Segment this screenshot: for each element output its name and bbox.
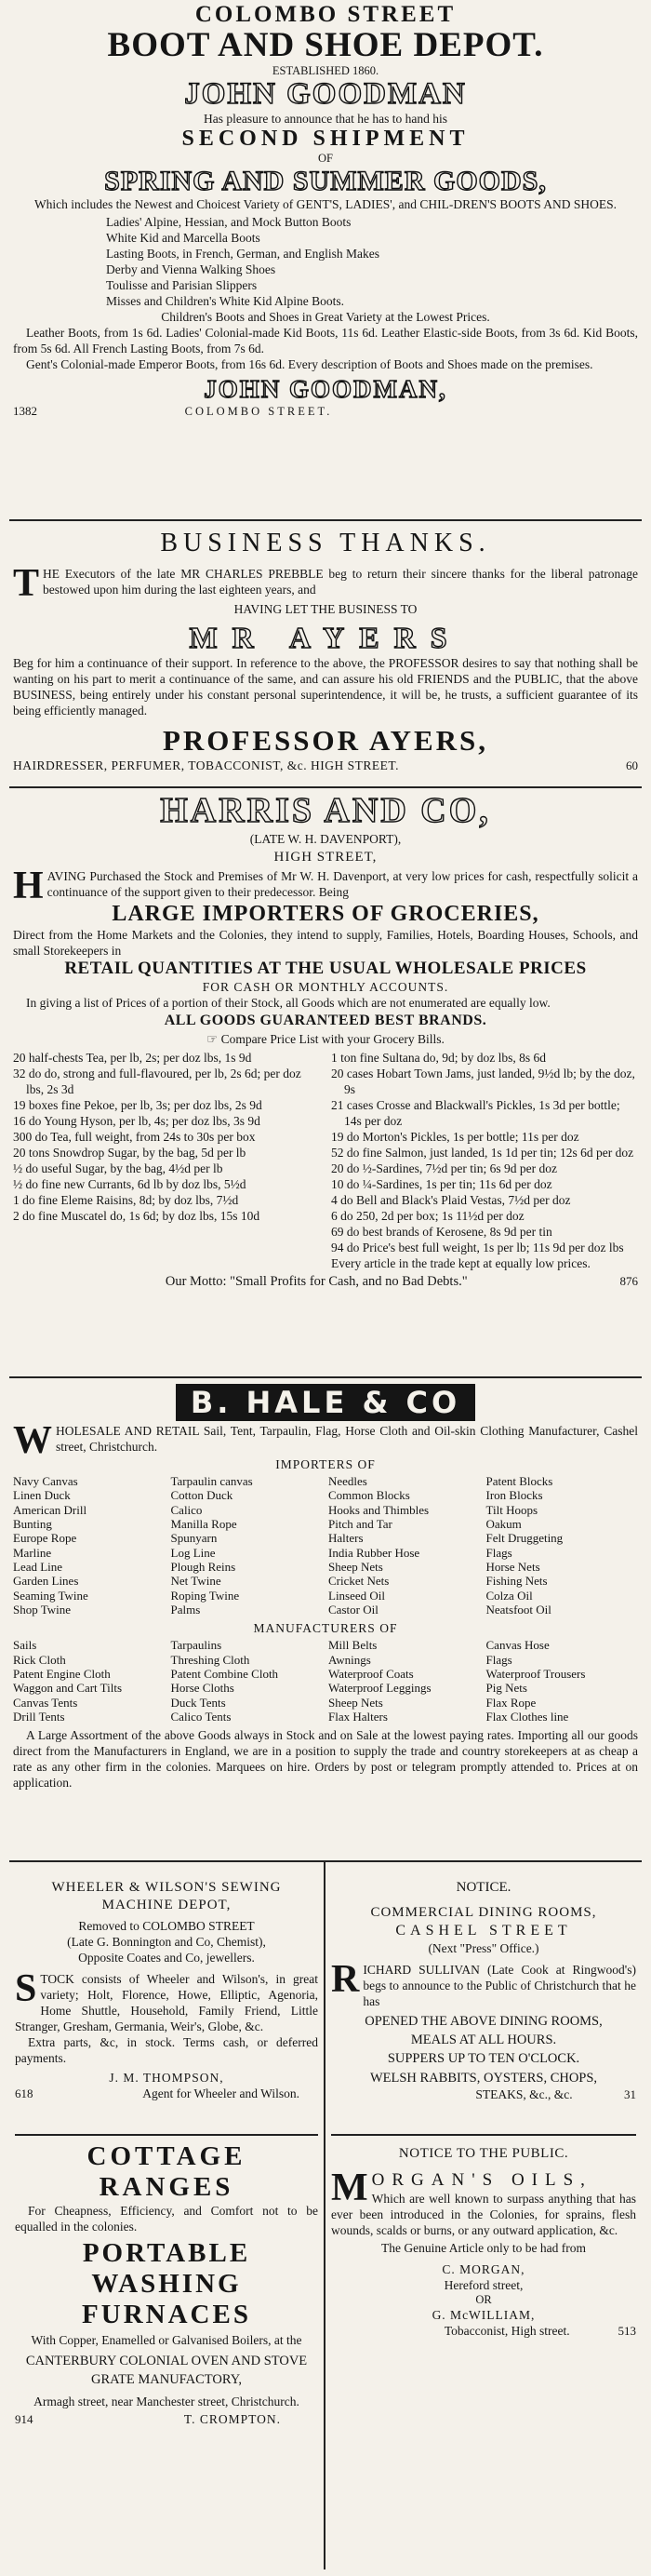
thanks-footer — [13, 758, 638, 773]
sullivan-steaks: STEAKS, &c., &c. — [475, 2087, 573, 2101]
list-item: Calico Tents — [170, 1709, 232, 1724]
sullivan-notice: NOTICE. — [456, 1880, 512, 1895]
list-item: Sheep Nets — [328, 1559, 383, 1574]
list-item: Spunyarn — [170, 1531, 218, 1546]
cottage-footer — [15, 2411, 318, 2427]
list-item: Patent Engine Cloth — [13, 1666, 111, 1681]
goodman-address: COLOMBO STREET. — [184, 405, 333, 419]
list-item: Mill Belts — [328, 1638, 378, 1653]
list-item: Waterproof Leggings — [328, 1681, 432, 1696]
morgan-heading-text: ORGAN'S OILS, — [371, 2169, 592, 2190]
wheeler-line-4: (Late G. Bonnington and Co, Chemist), — [67, 1934, 266, 1949]
cottage-portable: PORTABLE WASHING — [82, 2238, 251, 2299]
thanks-trades: HAIRDRESSER, PERFUMER, TOBACCONIST, &c. HIGH STREET. — [13, 758, 400, 772]
list-item: White Kid and Marcella Boots — [106, 231, 260, 246]
harris-motto: Our Motto: "Small Profits for Cash, and no Bad Debts." — [165, 1273, 468, 1289]
list-item: Manilla Rope — [170, 1516, 237, 1531]
list-item: Canvas Tents — [13, 1695, 78, 1710]
thanks-para-1 — [13, 562, 638, 605]
morgan-advert — [331, 2136, 636, 2344]
morgan-para-1: Which are well known to surpass anything that has ever been introduced in the Colonies, for sprains, flesh wounds, scalds or burns, or any outward application, &c. — [331, 2191, 636, 2237]
drop-cap: S — [15, 1966, 37, 2010]
drop-cap: W — [13, 1419, 52, 1462]
list-item: Garden Lines — [13, 1574, 79, 1589]
list-item: Seaming Twine — [13, 1588, 88, 1603]
list-item: 300 do Tea, full weight, from 24s to 30s per box — [13, 1129, 256, 1144]
list-item: Patent Combine Cloth — [170, 1666, 279, 1681]
wheeler-para-2: Extra parts, &c, in stock. Terms cash, or deferred payments. — [15, 2034, 318, 2065]
wheeler-signature: J. M. THOMPSON, — [109, 2070, 224, 2085]
harris-guaranteed: ALL GOODS GUARANTEED BEST BRANDS. — [164, 1012, 487, 1028]
goodman-name: JOHN GOODMAN — [184, 77, 467, 112]
list-item: 6 do 250, 2d per box; 1s 11½d per doz — [331, 1208, 525, 1223]
list-item: Net Twine — [170, 1574, 221, 1589]
wheeler-agent: Agent for Wheeler and Wilson. — [142, 2086, 299, 2100]
advert-ref: 513 — [618, 2324, 636, 2339]
list-item: Flax Clothes line — [485, 1709, 569, 1724]
list-item: Tilt Hoops — [485, 1502, 538, 1517]
goodman-second-shipment: SECOND SHIPMENT — [181, 126, 470, 151]
harris-compare-text: Compare Price List with your Grocery Bills. — [220, 1031, 445, 1046]
wheeler-footer — [15, 2086, 318, 2101]
sullivan-footer — [331, 2086, 636, 2102]
harris-price-list — [13, 1050, 638, 1271]
list-item: 10 do ¼-Sardines, 1s per tin; 11s 6d per doz — [331, 1176, 552, 1191]
goodman-spring: SPRING AND SUMMER GOODS, — [104, 166, 547, 197]
list-item: 1 ton fine Sultana do, 9d; by doz lbs, 8s 6d — [331, 1050, 546, 1065]
bottom-right-column — [326, 1862, 642, 2569]
list-item: Cricket Nets — [328, 1574, 390, 1589]
hale-para-2: A Large Assortment of the above Goods always in Stock and on Sale at the lowest paying rates. Importing all our goods direct from the Manufacturers in England, we are in a position to supply the trade and country storekeepers at as cheap a rate as any other firm in the colonies. Marquees on hire. Orders by post or telegram promptly attended to. Prices at on application. — [13, 1728, 638, 1791]
harris-advert — [9, 788, 642, 1378]
cottage-address: Armagh street, near Manchester street, Christchurch. — [33, 2394, 299, 2408]
list-item: Fishing Nets — [485, 1574, 548, 1589]
wheeler-line-5: Opposite Coates and Co, jewellers. — [78, 1950, 255, 1965]
harris-para-2: Direct from the Home Markets and the Colonies, they intend to supply, Families, Hotels, Boarding Houses, Schools, and small Storekeepers in — [13, 927, 638, 958]
cottage-para-2: With Copper, Enamelled or Galvanised Boilers, at the — [31, 2333, 302, 2347]
bottom-left-column — [9, 1862, 326, 2569]
list-item: Calico — [170, 1502, 203, 1517]
list-item: American Drill — [13, 1502, 87, 1517]
hale-title-text: B. HALE & CO — [176, 1384, 475, 1421]
goodman-footer — [13, 404, 638, 420]
list-item: Waterproof Trousers — [485, 1666, 586, 1681]
harris-retail: RETAIL QUANTITIES AT THE USUAL WHOLESALE PRICES — [64, 958, 587, 978]
goodman-body-3: Gent's Colonial-made Emperor Boots, from 16s 6d. Every description of Boots and Shoes made on the premises. — [26, 357, 593, 372]
wheeler-advert — [15, 1864, 318, 2136]
sullivan-line-1: COMMERCIAL DINING ROOMS, — [370, 1904, 597, 1920]
harris-footer — [13, 1273, 638, 1290]
sullivan-advert — [331, 1864, 636, 2136]
price-list-left — [13, 1050, 320, 1271]
morgan-address-2: Tobacconist, High street. — [444, 2324, 570, 2339]
morgan-para-2: The Genuine Article only to be had from — [380, 2240, 587, 2255]
thanks-para-1-text: HE Executors of the late MR CHARLES PREBBLE beg to return their sincere thanks for the liberal patronage bestowed upon him during the last eighteen years, and — [43, 567, 638, 597]
list-item: Sheep Nets — [328, 1695, 383, 1710]
hale-manufacturers-heading: MANUFACTURERS OF — [253, 1621, 398, 1636]
list-item: Roping Twine — [170, 1588, 240, 1603]
sullivan-para-1 — [331, 1957, 636, 2009]
list-item: ½ do useful Sugar, by the bag, 4½d per lb — [13, 1161, 223, 1175]
list-item: Navy Canvas — [13, 1474, 78, 1488]
cottage-advert — [15, 2136, 318, 2433]
goodman-headline: BOOT AND SHOE DEPOT. — [107, 26, 544, 64]
wheeler-para-1-text: TOCK consists of Wheeler and Wilson's, in great variety; Holt, Florence, Howe, Elliptic, Agenoria, Home Shuttle, Household, Family Friend, Little Stranger, Gresham, Germania, Weir's, Globe, &c. — [15, 1971, 318, 2033]
list-item: Tarpaulin canvas — [170, 1474, 253, 1488]
harris-para-1-text: AVING Purchased the Stock and Premises of Mr W. H. Davenport, at very low prices for cash, respectfully solicit a continuance of the support given to their predecessor. Being — [46, 868, 638, 899]
list-item: Neatsfoot Oil — [485, 1602, 551, 1617]
goodman-established: ESTABLISHED 1860. — [272, 63, 379, 77]
list-item: Canvas Hose — [485, 1638, 550, 1653]
list-item: Sails — [13, 1638, 37, 1653]
list-item: 4 do Bell and Black's Plaid Vestas, 7½d per doz — [331, 1192, 571, 1207]
list-item: Log Line — [170, 1545, 216, 1560]
list-item: Halters — [328, 1531, 364, 1546]
list-item: Waggon and Cart Tilts — [13, 1681, 123, 1696]
morgan-notice: NOTICE TO THE PUBLIC. — [398, 2146, 569, 2161]
list-item: Europe Rope — [13, 1531, 77, 1546]
morgan-address-1: Hereford street, — [444, 2277, 524, 2292]
goodman-body-2: Leather Boots, from 1s 6d. Ladies' Colonial-made Kid Boots, 11s 6d. Leather Elastic-side Boots, from 3s 6d. Kid Boots, from 5s 6d. All French Lasting Boots, from 7s 6d. — [13, 326, 638, 356]
list-item: Shop Twine — [13, 1602, 72, 1617]
sullivan-line-3: (Next "Press" Office.) — [428, 1940, 539, 1955]
list-item: Every article in the trade kept at equally low prices. — [331, 1255, 591, 1270]
advert-ref: 60 — [626, 758, 638, 772]
list-item: Linen Duck — [13, 1488, 71, 1503]
list-item: 69 do best brands of Kerosene, 8s 9d per tin — [331, 1224, 552, 1239]
drop-cap: M — [331, 2169, 368, 2209]
list-item: 20 cases Hobart Town Jams, just landed, 9½d lb; by the doz, 9s — [331, 1066, 635, 1096]
list-item: Hooks and Thimbles — [328, 1502, 430, 1517]
list-item: Awnings — [328, 1652, 371, 1667]
list-item: India Rubber Hose — [328, 1545, 420, 1560]
wheeler-line-1: WHEELER & WILSON'S SEWING — [51, 1880, 282, 1895]
list-item: 19 boxes fine Pekoe, per lb, 3s; per doz lbs, 2s 9d — [13, 1097, 262, 1112]
harris-para-3: In giving a list of Prices of a portion of their Stock, all Goods which are not enumerated are equally low. — [26, 995, 551, 1010]
list-item: Derby and Vienna Walking Shoes — [106, 262, 276, 277]
sullivan-suppers: SUPPERS UP TO TEN O'CLOCK. — [387, 2051, 580, 2067]
list-item: Linseed Oil — [328, 1588, 386, 1603]
list-item: Ladies' Alpine, Hessian, and Mock Button Boots — [106, 215, 352, 230]
list-item: Rick Cloth — [13, 1652, 66, 1667]
harris-cash: FOR CASH OR MONTHLY ACCOUNTS. — [202, 979, 449, 994]
list-item: Flax Rope — [485, 1695, 537, 1710]
cottage-signature: T. CROMPTON. — [183, 2411, 281, 2426]
list-item: Flax Halters — [328, 1709, 388, 1724]
list-item: Iron Blocks — [485, 1488, 543, 1503]
goodman-signature: JOHN GOODMAN, — [204, 375, 447, 404]
pointing-hand-icon: ☞ — [206, 1031, 221, 1046]
list-item: Needles — [328, 1474, 367, 1488]
list-item: Common Blocks — [328, 1488, 410, 1503]
sullivan-opened: OPENED THE ABOVE DINING ROOMS, — [365, 2013, 603, 2029]
list-item: Lasting Boots, in French, German, and English Makes — [106, 247, 379, 262]
list-item: 19 do Morton's Pickles, 1s per bottle; 11s per doz — [331, 1129, 579, 1144]
wheeler-para-1 — [15, 1966, 318, 2034]
drop-cap: H — [13, 864, 44, 907]
list-item: Pig Nets — [485, 1681, 527, 1696]
thanks-having: HAVING LET THE BUSINESS TO — [233, 602, 418, 616]
advert-ref: 876 — [619, 1273, 638, 1288]
list-item: Cotton Duck — [170, 1488, 233, 1503]
list-item: 94 do Price's best full weight, 1s per lb; 11s 9d per doz lbs — [331, 1240, 624, 1254]
morgan-name-1: C. MORGAN, — [442, 2261, 525, 2276]
cottage-title: COTTAGE RANGES — [86, 2141, 246, 2202]
list-item: Threshing Cloth — [170, 1652, 250, 1667]
cottage-works: CANTERBURY COLONIAL OVEN AND STOVE GRATE MANUFACTORY, — [25, 2354, 308, 2388]
list-item: Colza Oil — [485, 1588, 533, 1603]
list-item: Plough Reins — [170, 1559, 236, 1574]
thanks-ayers: MR AYERS — [189, 621, 462, 654]
wheeler-line-2: MACHINE DEPOT, — [101, 1897, 232, 1912]
drop-cap: R — [331, 1957, 360, 2001]
goodman-street: COLOMBO STREET — [194, 2, 457, 27]
hale-manufacturers-grid — [13, 1638, 638, 1724]
list-item: Oakum — [485, 1516, 522, 1531]
list-item: Patent Blocks — [485, 1474, 553, 1488]
sullivan-welsh: WELSH RABBITS, OYSTERS, CHOPS, — [369, 2070, 598, 2086]
list-item: Lead Line — [13, 1559, 63, 1574]
price-list-right — [331, 1050, 638, 1271]
list-item: Waterproof Coats — [328, 1666, 414, 1681]
list-item: Tarpaulins — [170, 1638, 222, 1653]
list-item: Felt Druggeting — [485, 1531, 564, 1546]
sullivan-para-1-text: ICHARD SULLIVAN (Late Cook at Ringwood's) begs to announce to the Public of Christchurch that he has — [363, 1962, 636, 2008]
cottage-furnaces: FURNACES — [82, 2300, 251, 2329]
list-item: ½ do fine new Currants, 6d lb by doz lbs, 5½d — [13, 1176, 246, 1191]
list-item: Horse Nets — [485, 1559, 540, 1574]
morgan-heading — [331, 2170, 636, 2238]
list-item: 20 tons Snowdrop Sugar, by the bag, 5d per lb — [13, 1145, 246, 1160]
list-item: 20 do ½-Sardines, 7½d per tin; 6s 9d per doz — [331, 1161, 557, 1175]
thanks-title: BUSINESS THANKS. — [160, 529, 491, 557]
bottom-columns — [9, 1862, 642, 2569]
list-item: Duck Tents — [170, 1695, 226, 1710]
list-item: 20 half-chests Tea, per lb, 2s; per doz lbs, 1s 9d — [13, 1050, 252, 1065]
goodman-intro: Which includes the Newest and Choicest Variety of GENT'S, LADIES', and CHIL-DREN'S BOOTS AND SHOES. — [33, 197, 618, 212]
thanks-professor: PROFESSOR AYERS, — [162, 723, 489, 757]
sullivan-meals: MEALS AT ALL HOURS. — [410, 2033, 557, 2048]
advert-ref: 914 — [15, 2411, 33, 2426]
harris-street: HIGH STREET, — [273, 849, 378, 865]
list-item: Flags — [485, 1545, 512, 1560]
advert-ref: 1382 — [13, 404, 37, 419]
harris-para-1 — [13, 864, 638, 907]
goodman-item-list — [13, 214, 638, 309]
list-item: 2 do fine Muscatel do, 1s 6d; by doz lbs, 15s 10d — [13, 1208, 260, 1223]
list-item: Bunting — [13, 1516, 52, 1531]
list-item: Pitch and Tar — [328, 1516, 392, 1531]
list-item: Toulisse and Parisian Slippers — [106, 278, 258, 293]
harris-compare — [13, 1031, 638, 1047]
list-item: 52 do fine Salmon, just landed, 1s 1d per tin; 12s 6d per doz — [331, 1145, 634, 1160]
list-item: 1 do fine Eleme Raisins, 8d; by doz lbs, 7½d — [13, 1192, 239, 1207]
list-item: Castor Oil — [328, 1602, 379, 1617]
goodman-body-1: Children's Boots and Shoes in Great Variety at the Lowest Prices. — [161, 310, 490, 325]
wheeler-line-3: Removed to COLOMBO STREET — [78, 1918, 255, 1933]
hale-importers-heading: IMPORTERS OF — [275, 1457, 376, 1471]
sullivan-line-2: CASHEL STREET — [395, 1922, 572, 1939]
list-item: 16 do Young Hyson, per lb, 4s; per doz lbs, 3s 9d — [13, 1113, 260, 1128]
morgan-footer — [331, 2323, 636, 2339]
hale-title — [13, 1384, 638, 1421]
list-item: Marline — [13, 1545, 52, 1560]
harris-importers: LARGE IMPORTERS OF GROCERIES, — [112, 901, 539, 926]
goodman-announce: Has pleasure to announce that he has to hand his — [203, 111, 448, 126]
advert-ref: 618 — [15, 2086, 33, 2100]
list-item: Drill Tents — [13, 1709, 65, 1724]
morgan-name-2: G. McWILLIAM, — [432, 2308, 536, 2323]
list-item: 32 do do, strong and full-flavoured, per lb, 2s 6d; per doz lbs, 2s 3d — [13, 1066, 301, 1096]
list-item: Horse Cloths — [170, 1681, 234, 1696]
list-item: Flags — [485, 1652, 512, 1667]
thanks-para-2: Beg for him a continuance of their support. In reference to the above, the PROFESSOR desires to say that nothing shall be wanting on his part to merit a continuance of the same, and can assure his old FRIENDS and the PUBLIC, that the above BUSINESS, being entirely under his constant personal superintendence, it will be, he trusts, a sufficient guarantee of its being efficiently managed. — [13, 655, 638, 718]
business-thanks-advert — [9, 521, 642, 788]
list-item: Palms — [170, 1602, 201, 1617]
hale-advert — [9, 1378, 642, 1862]
morgan-or: OR — [475, 2292, 492, 2306]
hale-para-1 — [13, 1419, 638, 1462]
advert-ref: 31 — [624, 2087, 636, 2101]
list-item: Misses and Children's White Kid Alpine Boots. — [106, 294, 345, 309]
cottage-para-1: For Cheapness, Efficiency, and Comfort not to be equalled in the colonies. — [15, 2204, 318, 2234]
goodman-advert — [9, 0, 642, 521]
harris-late: (LATE W. H. DAVENPORT), — [249, 831, 402, 846]
harris-title: HARRIS AND CO, — [160, 791, 491, 830]
hale-importers-grid — [13, 1474, 638, 1617]
hale-para-1-text: HOLESALE AND RETAIL Sail, Tent, Tarpaulin, Flag, Horse Cloth and Oil-skin Clothing Manufacturer, Cashel street, Christchurch. — [56, 1424, 638, 1454]
goodman-of: OF — [318, 151, 333, 165]
drop-cap: T — [13, 562, 40, 605]
list-item: 21 cases Crosse and Blackwall's Pickles, 1s 3d per bottle; 14s per doz — [331, 1097, 620, 1128]
